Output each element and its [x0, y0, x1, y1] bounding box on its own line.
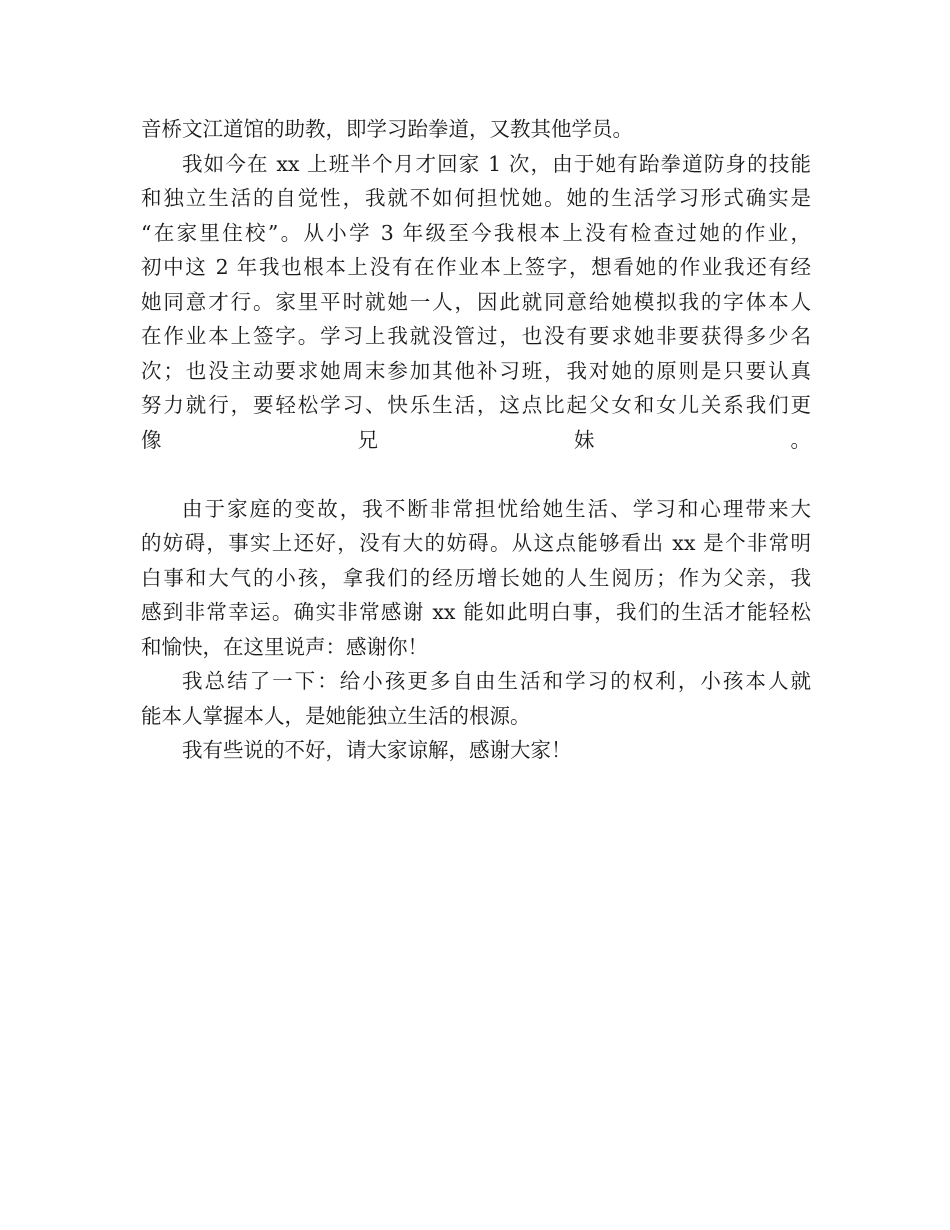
text-line: 我总结了一下：给小孩更多自由生活和学习的权利，小孩本人就 — [182, 669, 811, 693]
text-line: 能本人掌握本人，是她能独立生活的根源。 — [141, 703, 531, 728]
text-line: 由于家庭的变故，我不断非常担忧给她生活、学习和心理带来大 — [182, 496, 811, 521]
paragraph — [141, 733, 811, 768]
paragraph — [141, 492, 811, 665]
paragraph — [141, 664, 811, 733]
text-line: 努力就行，要轻松学习、快乐生活，这点比起父女和女儿关系我们更 — [141, 393, 811, 417]
document-body — [141, 112, 811, 768]
paragraph — [141, 112, 811, 147]
text-line: 音桥文江道馆的助教，即学习跆拳道，又教其他学员。 — [141, 117, 633, 141]
text-line — [141, 457, 811, 492]
paragraph — [141, 147, 811, 492]
text-line: 我如今在 xx 上班半个月才回家 1 次，由于她有跆拳道防身的技能 — [182, 151, 811, 176]
text-line: 在作业本上签字。学习上我就没管过，也没有要求她非要获得多少名 — [141, 324, 811, 348]
text-line: 感到非常幸运。确实非常感谢 xx 能如此明白事，我们的生活才能轻松 — [141, 600, 811, 624]
text-line: 和独立生活的自觉性，我就不如何担忧她。她的生活学习形式确实是 — [141, 186, 811, 210]
text-line: 次；也没主动要求她周末参加其他补习班，我对她的原则是只要认真 — [141, 358, 811, 383]
text-line: 她同意才行。家里平时就她一人，因此就同意给她模拟我的字体本人 — [141, 289, 811, 314]
text-line: “在家里住校”。从小学 3 年级至今我根本上没有检查过她的作业， — [141, 220, 811, 245]
text-line: 白事和大气的小孩，拿我们的经历增长她的人生阅历；作为父亲，我 — [141, 565, 811, 590]
text-line: 初中这 2 年我也根本上没有在作业本上签字，想看她的作业我还有经 — [141, 255, 811, 279]
text-line: 和愉快，在这里说声：感谢你！ — [141, 634, 428, 659]
text-line: 我有些说的不好，请大家谅解，感谢大家！ — [182, 738, 572, 762]
text-line: 的妨碍，事实上还好，没有大的妨碍。从这点能够看出 xx 是个非常明 — [141, 531, 811, 555]
text-line: 像兄妹。 — [141, 427, 811, 452]
